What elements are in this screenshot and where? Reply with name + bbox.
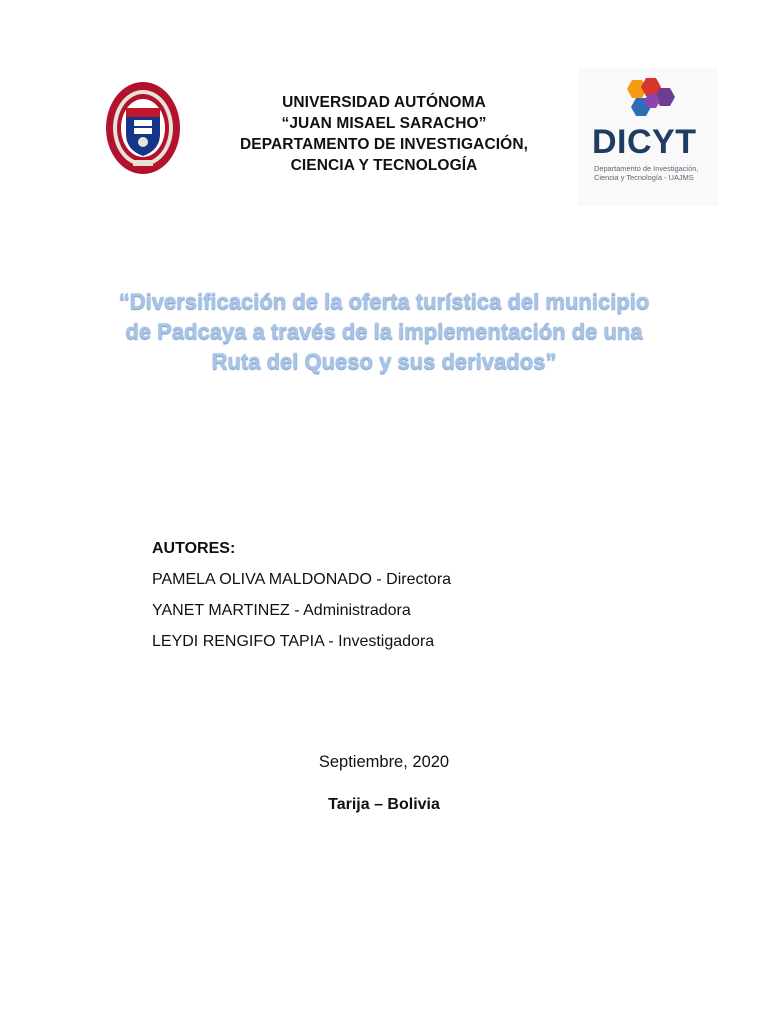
crest-graphic	[104, 80, 182, 176]
title-line: “Diversificación de la oferta turística del municipio	[118, 289, 650, 314]
place-text: Tarija – Bolivia	[328, 796, 440, 813]
institution-heading	[200, 92, 568, 176]
title-line: Ruta del Queso y sus derivados”	[211, 349, 557, 374]
authors-label: AUTORES:	[152, 540, 236, 557]
publication-place	[0, 796, 768, 814]
document-title	[90, 287, 678, 377]
dicyt-hexagon-icon	[616, 76, 682, 124]
dicyt-subtitle	[594, 164, 716, 182]
title-line: de Padcaya a través de la implementación de una	[125, 319, 643, 344]
dicyt-logo	[578, 68, 718, 206]
institution-line: DEPARTAMENTO DE INVESTIGACIÓN,	[239, 136, 529, 153]
dicyt-name: DICYT	[592, 123, 697, 161]
dicyt-subtitle-line: Departamento de Investigación,	[594, 164, 699, 173]
publication-date	[0, 753, 768, 772]
authors-section	[152, 533, 592, 657]
institution-line: “JUAN MISAEL SARACHO”	[281, 115, 487, 132]
author-entry: YANET MARTINEZ - Administradora	[152, 602, 411, 619]
author-entry: PAMELA OLIVA MALDONADO - Directora	[152, 571, 452, 588]
institution-line: CIENCIA Y TECNOLOGÍA	[290, 157, 478, 174]
date-text: Septiembre, 2020	[318, 753, 450, 771]
author-entry: LEYDI RENGIFO TAPIA - Investigadora	[152, 633, 435, 650]
university-crest-icon	[104, 80, 182, 176]
dicyt-subtitle-line: Ciencia y Tecnología - UAJMS	[594, 173, 694, 182]
institution-line: UNIVERSIDAD AUTÓNOMA	[282, 94, 486, 111]
